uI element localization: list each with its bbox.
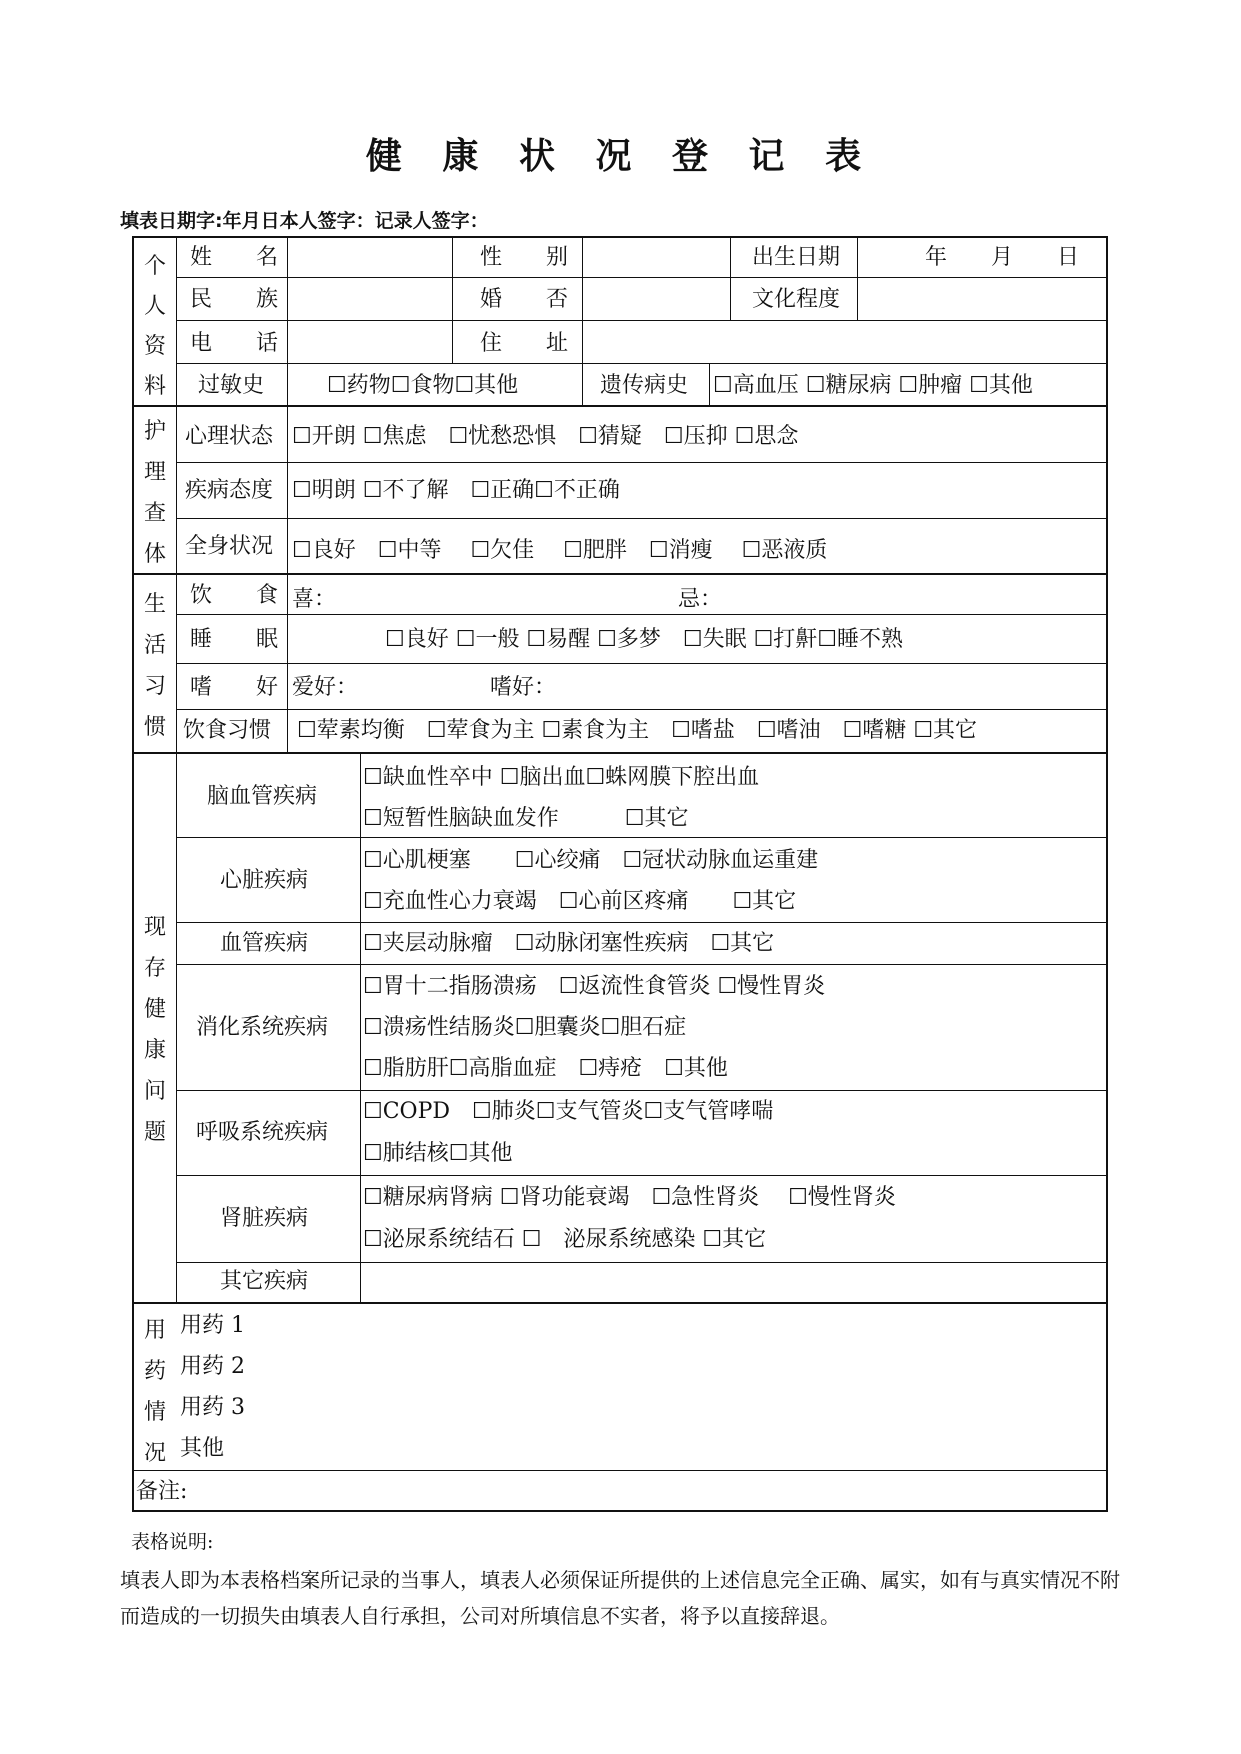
- mental-label: 心理状态: [185, 424, 274, 449]
- hobby-b[interactable]: 嗜好：: [490, 675, 557, 700]
- med-other[interactable]: 其他: [180, 1436, 225, 1461]
- allergy-options[interactable]: ☐药物☐食物☐其他: [327, 373, 519, 398]
- mental-options[interactable]: ☐开朗 ☐焦虑 ☐忧愁恐惧 ☐猜疑 ☐压抑 ☐思念: [292, 424, 799, 449]
- hereditary-options[interactable]: ☐高血压 ☐糖尿病 ☐肿瘤 ☐其他: [713, 373, 1033, 398]
- vessel-options[interactable]: ☐夹层动脉瘤 ☐动脉闭塞性疾病 ☐其它: [363, 931, 775, 956]
- digest-label: 消化系统疾病: [196, 1015, 329, 1040]
- ethnic-field[interactable]: [290, 280, 450, 318]
- education-label: 文化程度: [752, 287, 841, 312]
- remarks-label[interactable]: 备注:: [136, 1479, 188, 1504]
- body-options[interactable]: ☐良好 ☐中等 ☐欠佳 ☐肥胖 ☐消瘦 ☐恶液质: [292, 538, 828, 563]
- med-3[interactable]: 用药 3: [180, 1395, 245, 1420]
- section-lifestyle: 生 活 习 惯: [143, 592, 166, 740]
- section-meds: 用 药 情 况: [143, 1318, 166, 1466]
- address-label: 住 址: [480, 331, 569, 356]
- section-health: 现 存 健 康 问 题: [143, 915, 166, 1145]
- name-field[interactable]: [290, 240, 450, 275]
- address-field[interactable]: [585, 323, 1104, 361]
- page-title: 健 康 状 况 登 记 表: [365, 136, 876, 177]
- sleep-label: 睡 眠: [190, 627, 279, 652]
- allergy-label: 过敏史: [198, 373, 265, 398]
- other-disease-field[interactable]: [364, 1265, 1104, 1300]
- digest-options-3[interactable]: ☐脂肪肝☐高脂血症 ☐痔疮 ☐其他: [363, 1056, 728, 1081]
- name-label: 姓 名: [190, 245, 279, 270]
- digest-options-1[interactable]: ☐胃十二指肠溃疡 ☐返流性食管炎 ☐慢性胃炎: [363, 974, 826, 999]
- section-personal: 个 人 资 料: [143, 254, 166, 399]
- resp-options-2[interactable]: ☐肺结核☐其他: [363, 1141, 513, 1166]
- heart-label: 心脏疾病: [220, 868, 309, 893]
- notes-body: 填表人即为本表格档案所记录的当事人，填表人必须保证所提供的上述信息完全正确、属实，如有与真实情况不附而造成的一切损失由填表人自行承担，公司对所填信息不实者，将予以直接辞退。: [120, 1568, 1120, 1628]
- phone-label: 电 话: [190, 331, 279, 356]
- diet-avoid[interactable]: 忌：: [678, 587, 723, 612]
- marriage-field[interactable]: [585, 280, 728, 318]
- section-nursing: 护 理 查 体: [143, 419, 166, 567]
- attitude-label: 疾病态度: [185, 478, 274, 503]
- habit-options[interactable]: ☐荤素均衡 ☐荤食为主 ☐素食为主 ☐嗜盐 ☐嗜油 ☐嗜糖 ☐其它: [297, 718, 978, 743]
- sleep-options[interactable]: ☐良好 ☐一般 ☐易醒 ☐多梦 ☐失眠 ☐打鼾☐睡不熟: [385, 627, 904, 652]
- other-disease-label: 其它疾病: [220, 1269, 309, 1294]
- diet-like[interactable]: 喜：: [292, 587, 337, 612]
- digest-options-2[interactable]: ☐溃疡性结肠炎☐胆囊炎☐胆石症: [363, 1015, 687, 1040]
- cerebro-label: 脑血管疾病: [207, 784, 318, 809]
- cerebro-options-2[interactable]: ☐短暂性脑缺血发作 ☐其它: [363, 806, 689, 831]
- kidney-options-1[interactable]: ☐糖尿病肾病 ☐肾功能衰竭 ☐急性肾炎 ☐慢性肾炎: [363, 1185, 896, 1210]
- notes-title: 表格说明:: [131, 1531, 214, 1553]
- resp-options-1[interactable]: ☐COPD ☐肺炎☐支气管炎☐支气管哮喘: [363, 1099, 774, 1124]
- hobby-label: 嗜 好: [190, 675, 279, 700]
- body-label: 全身状况: [185, 534, 274, 559]
- kidney-options-2[interactable]: ☐泌尿系统结石 ☐ 泌尿系统感染 ☐其它: [363, 1227, 767, 1252]
- gender-label: 性 别: [480, 245, 569, 270]
- heart-options-2[interactable]: ☐充血性心力衰竭 ☐心前区疼痛 ☐其它: [363, 889, 797, 914]
- cerebro-options-1[interactable]: ☐缺血性卒中 ☐脑出血☐蛛网膜下腔出血: [363, 765, 760, 790]
- attitude-options[interactable]: ☐明朗 ☐不了解 ☐正确☐不正确: [292, 478, 620, 503]
- resp-label: 呼吸系统疾病: [196, 1120, 329, 1145]
- med-2[interactable]: 用药 2: [180, 1354, 245, 1379]
- med-1[interactable]: 用药 1: [180, 1313, 245, 1338]
- ethnic-label: 民 族: [190, 287, 279, 312]
- hereditary-label: 遗传病史: [600, 373, 689, 398]
- hobby-a[interactable]: 爱好：: [292, 675, 359, 700]
- birth-label: 出生日期: [752, 245, 841, 270]
- gender-field[interactable]: [585, 240, 728, 275]
- heart-options-1[interactable]: ☐心肌梗塞 ☐心绞痛 ☐冠状动脉血运重建: [363, 848, 819, 873]
- marriage-label: 婚 否: [480, 287, 569, 312]
- birth-value[interactable]: 年 月 日: [925, 245, 1080, 270]
- phone-field[interactable]: [290, 323, 450, 361]
- vessel-label: 血管疾病: [220, 931, 309, 956]
- diet-label: 饮 食: [190, 583, 279, 608]
- education-field[interactable]: [860, 280, 1104, 318]
- kidney-label: 肾脏疾病: [220, 1206, 309, 1231]
- fill-info-line: 填表日期字:年月日本人签字：记录人签字：: [120, 210, 489, 232]
- habit-label: 饮食习惯: [183, 718, 272, 743]
